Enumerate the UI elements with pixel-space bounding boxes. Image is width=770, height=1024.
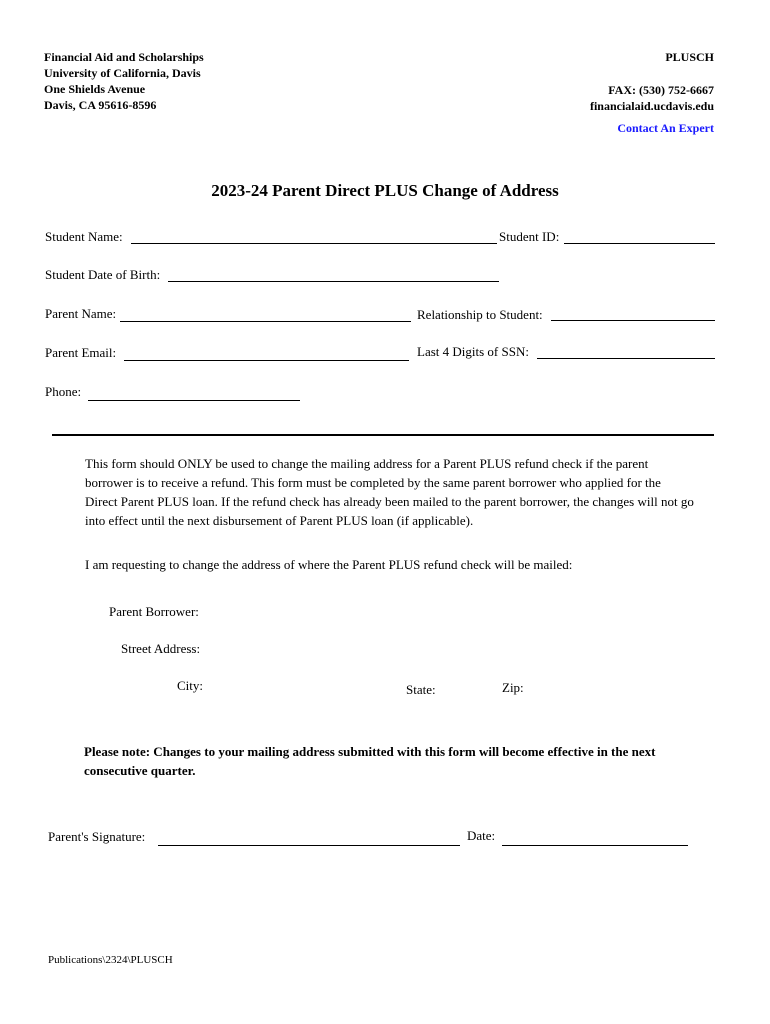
ssn-label: Last 4 Digits of SSN: [417, 344, 529, 359]
parent-name-field[interactable] [120, 321, 411, 322]
org-line-name: Financial Aid and Scholarships [44, 50, 204, 64]
request-statement: I am requesting to change the address of where the Parent PLUS refund check will be mailed: [85, 557, 573, 572]
form-code: PLUSCH [665, 50, 714, 64]
date-label: Date: [467, 828, 496, 843]
parent-email-label: Parent Email: [45, 345, 117, 360]
org-line-street: One Shields Avenue [44, 82, 146, 96]
relationship-label: Relationship to Student: [417, 307, 543, 322]
state-label: State: [406, 682, 436, 697]
parent-email-field[interactable] [124, 360, 409, 361]
phone-field[interactable] [88, 400, 300, 401]
street-address-label: Street Address: [121, 641, 201, 656]
student-id-field[interactable] [564, 243, 715, 244]
website: financialaid.ucdavis.edu [589, 99, 714, 113]
relationship-field[interactable] [551, 320, 715, 321]
contact-expert-link[interactable]: Contact An Expert [617, 121, 714, 135]
student-dob-field[interactable] [168, 281, 499, 282]
section-divider [52, 434, 714, 436]
signature-label: Parent's Signature: [48, 829, 146, 844]
city-label: City: [177, 678, 204, 693]
fax-number: FAX: (530) 752-6667 [608, 83, 714, 97]
publication-code: Publications\2324\PLUSCH [48, 954, 173, 966]
instructions-paragraph: This form should ONLY be used to change the mailing address for a Parent PLUS refund check if the parent borrower is to receive a refund. This form must be completed by the same parent borrower who applied for the Direct Parent PLUS loan. If the refund check has already been mailed to the parent borrower, the changes will not go into effect until the next disbursement of Parent PLUS loan (if applicable). [85, 456, 694, 528]
student-id-label: Student ID: [499, 229, 560, 244]
contact-info [590, 82, 714, 114]
parent-borrower-label: Parent Borrower: [109, 604, 199, 619]
phone-label: Phone: [45, 384, 82, 399]
student-dob-label: Student Date of Birth: [45, 267, 161, 282]
org-line-university: University of California, Davis [44, 66, 201, 80]
effective-date-note: Please note: Changes to your mailing address submitted with this form will become effective in the next consecutive quarter. [84, 744, 656, 778]
parent-name-label: Parent Name: [45, 306, 117, 321]
zip-label: Zip: [502, 680, 524, 695]
org-line-city: Davis, CA 95616-8596 [44, 98, 157, 112]
ssn-field[interactable] [537, 358, 715, 359]
student-name-label: Student Name: [45, 229, 123, 244]
organization-address [44, 49, 204, 113]
form-title: 2023-24 Parent Direct PLUS Change of Address [211, 181, 559, 200]
student-name-field[interactable] [131, 243, 497, 244]
date-field[interactable] [502, 845, 688, 846]
signature-field[interactable] [158, 845, 460, 846]
